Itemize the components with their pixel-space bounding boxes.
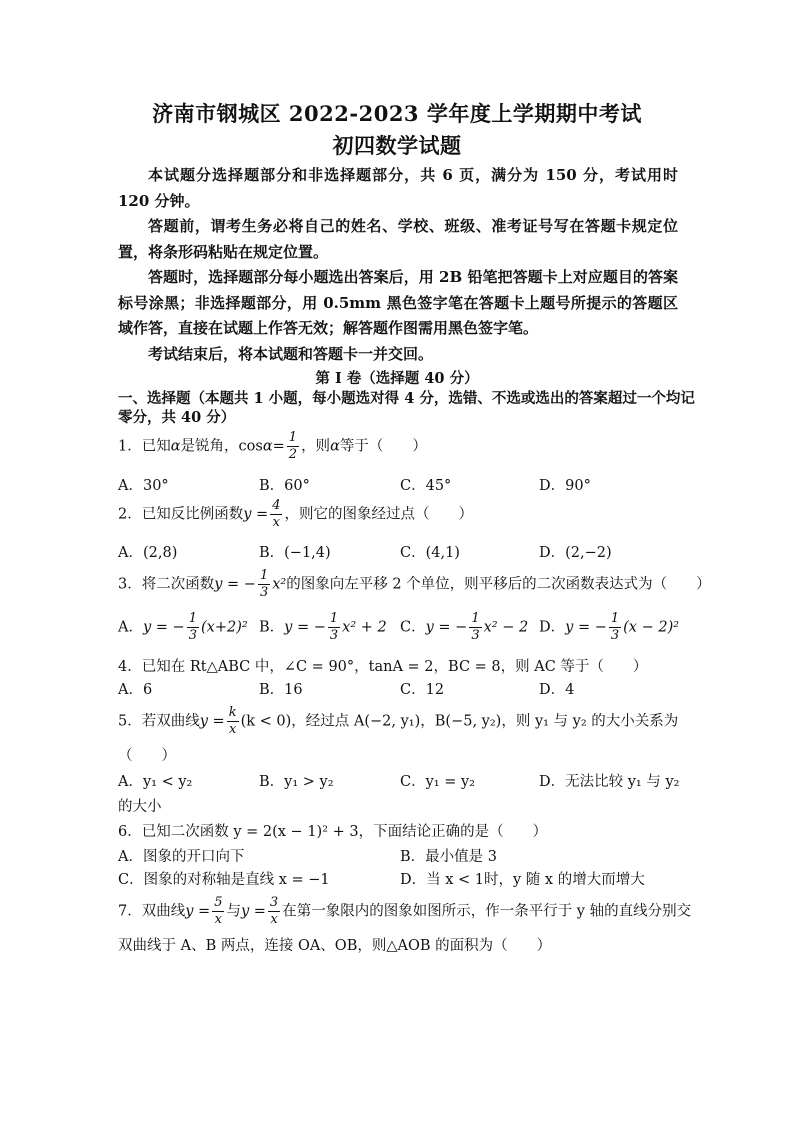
q1-option-d: D．90° (539, 478, 591, 494)
q3-c-tail: x² − 2 (483, 619, 529, 636)
q2-option-c: C．(4,1) (400, 545, 460, 561)
q3-b-frac (328, 611, 340, 644)
q3-text-a: 3．将二次函数 (118, 576, 215, 593)
q5-text-a: 5．若双曲线 (118, 713, 200, 730)
question-7-stem-cont: 双曲线于 A、B 两点，连接 OA、OB，则△AOB 的面积为（ ） (118, 938, 552, 954)
exam-subtitle: 初四数学试题 (332, 133, 462, 158)
q3-b-label: B． (259, 619, 285, 636)
question-1-stem (118, 430, 427, 463)
q5-yeq: y = (199, 713, 225, 730)
q7-num2: 3 (269, 895, 279, 910)
q5-fraction (227, 705, 239, 738)
q1-text-d: 等于（ ） (339, 438, 427, 455)
q3-c-den: 3 (471, 628, 480, 643)
question-2-stem (118, 498, 473, 531)
instruction-3: 答题时，选择题部分每小题选出答案后，用 2B 铅笔把答题卡上对应题目的答案标号涂黑；非选择题部分，用 0.5mm 黑色签字笔在答题卡上题号所提示的答题区域作答，直接在试题上作答无效；解答题作图需用黑色签字笔。 (118, 268, 678, 337)
q7-yeq1: y = (185, 903, 211, 920)
question-4-stem: 4．已知在 Rt△ABC 中，∠C = 90°，tanA = 2，BC = 8，则 AC 等于（ ） (118, 659, 648, 675)
q3-d-tail: (x − 2)² (623, 619, 680, 636)
question-7-stem (118, 895, 691, 928)
q6-option-b: B．最小值是 3 (400, 849, 497, 865)
q3-den: 3 (259, 585, 269, 600)
q7-fraction-1 (212, 895, 224, 928)
q3-d-pre: y = − (565, 619, 607, 636)
q3-option-d (539, 611, 679, 644)
q7-num1: 5 (214, 895, 223, 910)
exam-title: 济南市钢城区 2022-2023 学年度上学期期中考试 (152, 101, 642, 126)
q3-c-frac (469, 611, 481, 644)
q3-d-num: 1 (610, 611, 620, 626)
q5-option-c: C．y₁ = y₂ (400, 774, 475, 790)
q7-den2: x (270, 912, 278, 927)
q7-fraction-2 (268, 895, 280, 928)
q1-text-b: 是锐角，cos (180, 438, 263, 455)
q2-fraction (270, 498, 282, 531)
q2-option-b: B．(−1,4) (259, 545, 331, 561)
question-3-stem (118, 568, 711, 601)
instruction-4: 考试结束后，将本试题和答题卡一并交回。 (148, 345, 434, 363)
q1-text-c: ，则 (301, 438, 331, 455)
q3-num: 1 (259, 568, 269, 583)
q1-text-a: 1．已知 (118, 438, 171, 455)
instruction-1: 本试题分选择题部分和非选择题部分，共 6 页，满分为 150 分，考试用时 120 分钟。 (118, 166, 678, 210)
q5-den: x (228, 722, 237, 737)
volume-heading: 第 I 卷（选择题 40 分） (315, 370, 479, 387)
q2-text-b: ，则它的图象经过点（ ） (284, 506, 473, 523)
q1-alpha-3: α (330, 438, 340, 455)
q5-text-b: (k < 0)，经过点 A(−2, y₁)，B(−5, y₂)，则 y₁ 与 y₂ 的大小关系为 (240, 713, 679, 730)
q3-d-den: 3 (610, 628, 620, 643)
q3-c-num: 1 (471, 611, 480, 626)
q3-option-a (118, 611, 248, 644)
q5-option-a: A．y₁ < y₂ (118, 774, 193, 790)
q1-den: 2 (288, 447, 298, 462)
q2-yeq: y = (243, 506, 269, 523)
q3-c-pre: y = − (425, 619, 468, 636)
q3-yeq: y = − (214, 576, 256, 593)
q3-b-tail: x² + 2 (342, 619, 387, 636)
q1-option-c: C．45° (400, 478, 452, 494)
q7-text-a: 7．双曲线 (118, 903, 186, 920)
q3-option-b (259, 611, 387, 644)
q1-alpha: α (170, 438, 181, 455)
instruction-2: 答题前，谓考生务必将自己的姓名、学校、班级、准考证号写在答题卡规定位置，将条形码粘贴在规定位置。 (118, 217, 678, 261)
q3-b-num: 1 (329, 611, 339, 626)
q1-alpha-2: α (262, 438, 273, 455)
q3-b-pre: y = − (284, 619, 326, 636)
q3-a-label: A． (118, 619, 143, 636)
q4-option-d: D．4 (539, 682, 575, 698)
q1-eq: = (272, 438, 285, 455)
q3-a-num: 1 (188, 611, 197, 626)
q2-den: x (272, 515, 280, 530)
q5-num: k (228, 705, 237, 720)
q4-option-a: A．6 (118, 682, 153, 698)
q2-text-a: 2．已知反比例函数 (118, 506, 244, 523)
q1-num: 1 (288, 430, 298, 445)
q1-option-b: B．60° (259, 478, 310, 494)
section-heading-line2: 零分，共 40 分） (118, 409, 236, 426)
q3-d-label: D． (539, 619, 566, 636)
q5-answer-paren: （ ） (118, 748, 176, 764)
q3-a-pre: y = − (142, 619, 185, 636)
q2-option-a: A．(2,8) (118, 545, 178, 561)
q4-option-b: B．16 (259, 682, 303, 698)
q3-option-c (400, 611, 528, 644)
q3-a-den: 3 (188, 628, 197, 643)
q6-option-c: C．图象的对称轴是直线 x = −1 (118, 872, 330, 888)
q4-option-c: C．12 (400, 682, 445, 698)
q5-option-d-cont: 的大小 (118, 799, 162, 815)
q3-b-den: 3 (329, 628, 339, 643)
q3-c-label: C． (400, 619, 426, 636)
q5-option-d: D．无法比较 y₁ 与 y₂ (539, 774, 680, 790)
q7-text-b: 在第一象限内的图象如图所示，作一条平行于 y 轴的直线分别交 (282, 903, 692, 920)
q1-fraction (287, 430, 299, 463)
q2-num: 4 (272, 498, 281, 513)
q7-den1: x (214, 912, 222, 927)
q6-option-a: A．图象的开口向下 (118, 849, 245, 865)
question-5-stem (118, 705, 678, 738)
section-heading-line1: 一、选择题（本题共 1 小题，每小题选对得 4 分，选错、不选或选出的答案超过一个均记 (118, 390, 695, 407)
q5-option-b: B．y₁ > y₂ (259, 774, 334, 790)
q3-fraction (258, 568, 270, 601)
q3-a-frac (187, 611, 199, 644)
q3-d-frac (609, 611, 621, 644)
q3-text-b: 的图象向左平移 2 个单位，则平移后的二次函数表达式为（ ） (286, 576, 711, 593)
q6-option-d: D．当 x < 1时，y 随 x 的增大而增大 (400, 872, 645, 888)
q7-yeq2: y = (240, 903, 266, 920)
q2-option-d: D．(2,−2) (539, 545, 612, 561)
q3-x2: x² (272, 576, 287, 593)
q3-a-tail: (x+2)² (200, 619, 248, 636)
question-6-stem: 6．已知二次函数 y = 2(x − 1)² + 3，下面结论正确的是（ ） (118, 824, 548, 840)
q7-mid: 与 (226, 903, 241, 920)
q1-option-a: A．30° (118, 478, 169, 494)
